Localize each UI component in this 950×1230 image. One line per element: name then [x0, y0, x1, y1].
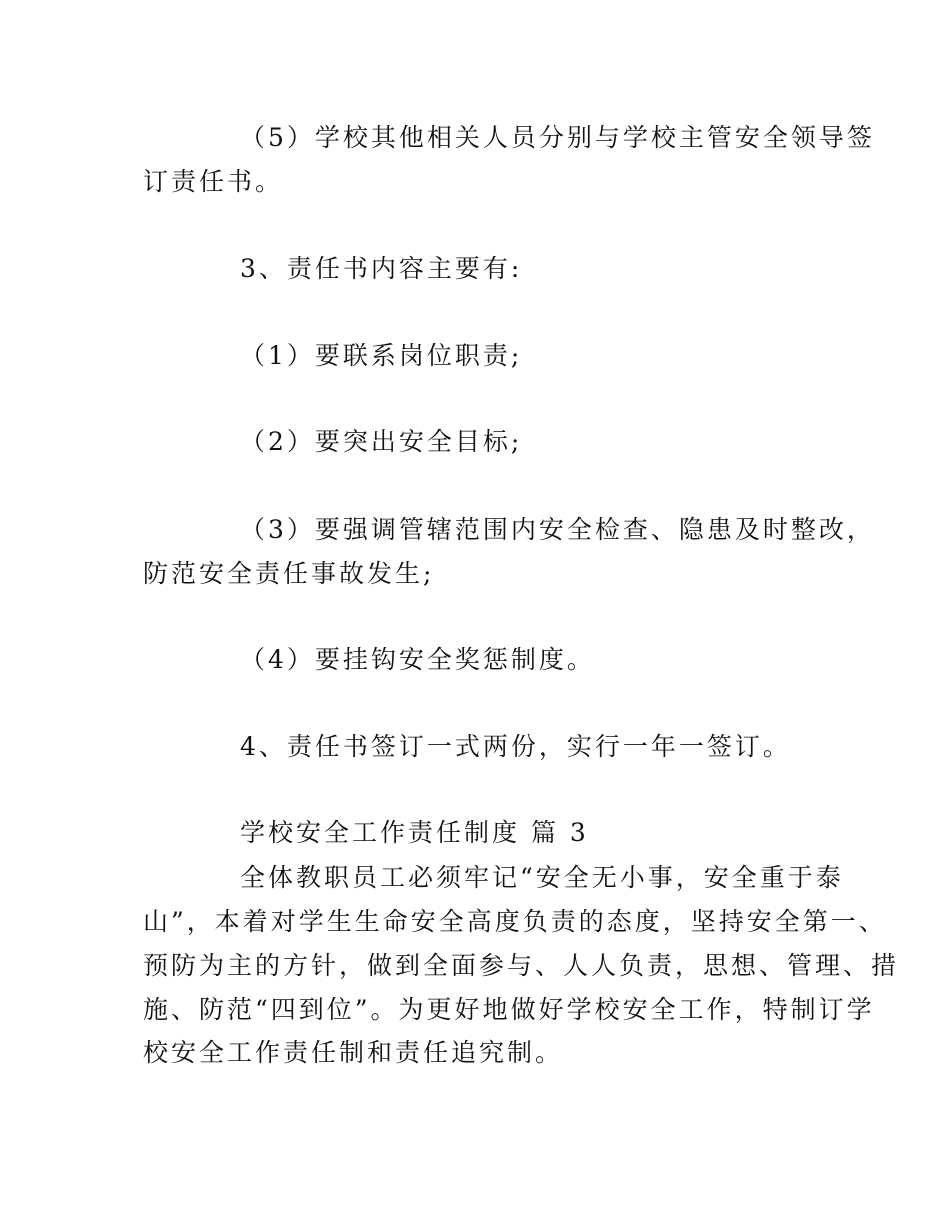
section-heading: 学校安全工作责任制度 篇 3 [240, 818, 589, 847]
item-3-heading: 3、责任书内容主要有: [240, 254, 523, 283]
paragraph-5-line-2: 订责任书。 [143, 167, 284, 196]
final-paragraph-line-2: 山”，本着对学生生命安全高度负责的态度，坚持安全第一、 [143, 907, 887, 936]
sub-item-2: （2）要突出安全目标; [240, 427, 523, 456]
sub-item-4: （4）要挂钩安全奖惩制度。 [240, 645, 595, 674]
item-4: 4、责任书签订一式两份，实行一年一签订。 [240, 732, 791, 761]
final-paragraph-line-4: 施、防范“四到位”。为更好地做好学校安全工作，特制订学 [143, 995, 875, 1024]
sub-item-3-line-2: 防范安全责任事故发生; [143, 559, 435, 588]
sub-item-1: （1）要联系岗位职责; [240, 341, 523, 370]
final-paragraph-line-1: 全体教职员工必须牢记“安全无小事，安全重于泰 [240, 863, 844, 892]
sub-item-3-line-1: （3）要强调管辖范围内安全检查、隐患及时整改， [240, 515, 875, 544]
paragraph-5-line-1: （5）学校其他相关人员分别与学校主管安全领导签 [240, 123, 875, 152]
final-paragraph-line-5: 校安全工作责任制和责任追究制。 [143, 1038, 564, 1067]
final-paragraph-line-3: 预防为主的方针，做到全面参与、人人负责，思想、管理、措 [143, 951, 900, 980]
